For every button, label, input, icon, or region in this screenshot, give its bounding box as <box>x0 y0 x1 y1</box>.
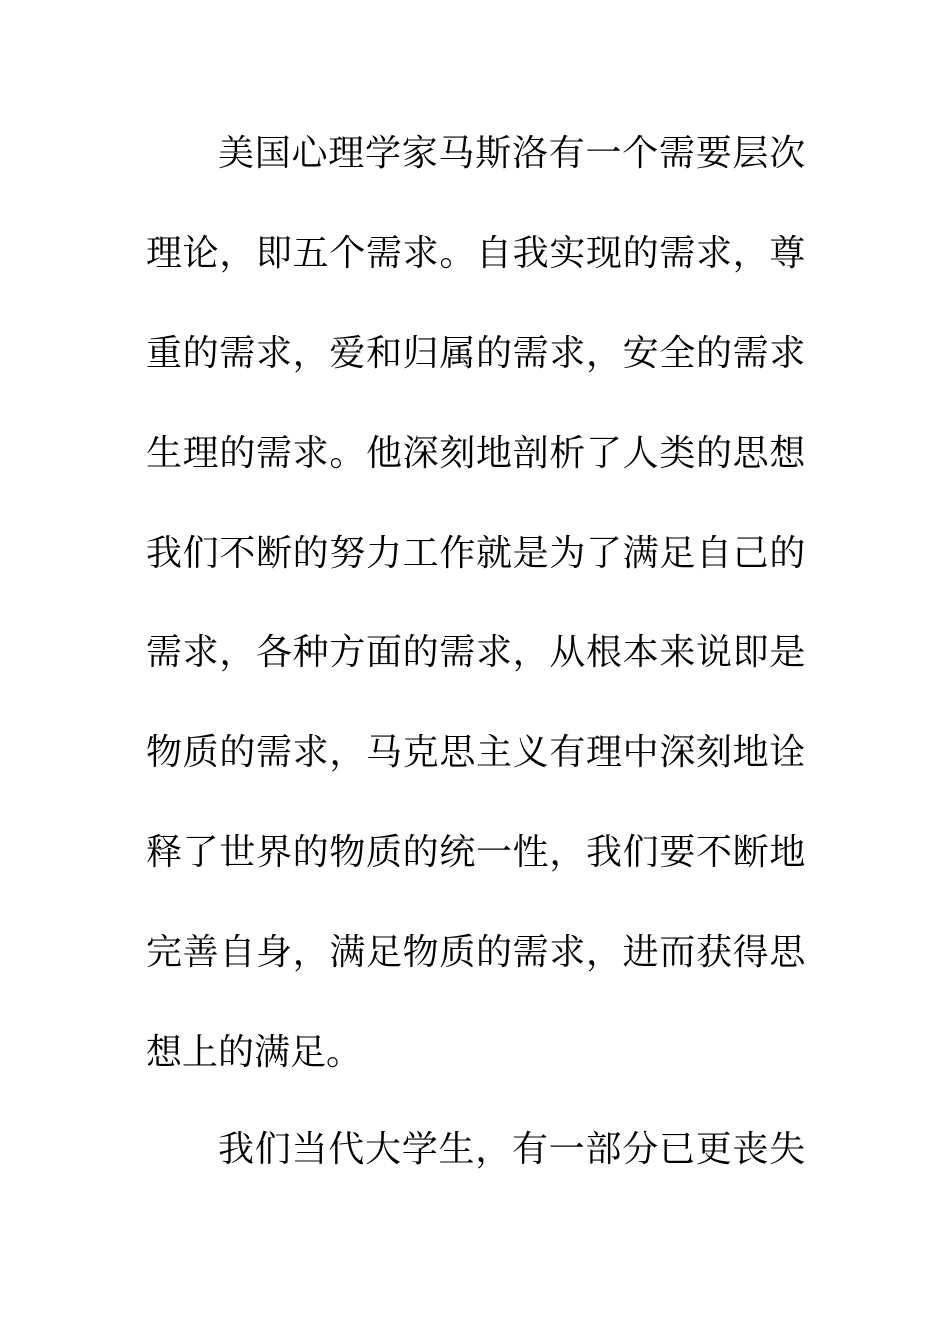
paragraph-line: 释了世界的物质的统一性，我们要不断地 <box>146 832 806 873</box>
paragraph-line: 重的需求，爱和归属的需求，安全的需求 <box>146 333 806 374</box>
paragraph-line: 我们当代大学生，有一部分已更丧失 <box>218 1129 806 1170</box>
paragraph-line: 我们不断的努力工作就是为了满足自己的 <box>146 533 806 574</box>
paragraph-line: 理论，即五个需求。自我实现的需求，尊 <box>146 233 806 274</box>
paragraph-line: 物质的需求，马克思主义有理中深刻地诠 <box>146 732 806 773</box>
paragraph-line: 需求，各种方面的需求，从根本来说即是 <box>146 632 806 673</box>
paragraph-line: 美国心理学家马斯洛有一个需要层次 <box>218 133 806 174</box>
paragraph-line: 完善自身，满足物质的需求，进而获得思 <box>146 932 806 973</box>
paragraph-line: 想上的满足。 <box>146 1032 363 1073</box>
paragraph-line: 生理的需求。他深刻地剖析了人类的思想 <box>146 433 806 474</box>
